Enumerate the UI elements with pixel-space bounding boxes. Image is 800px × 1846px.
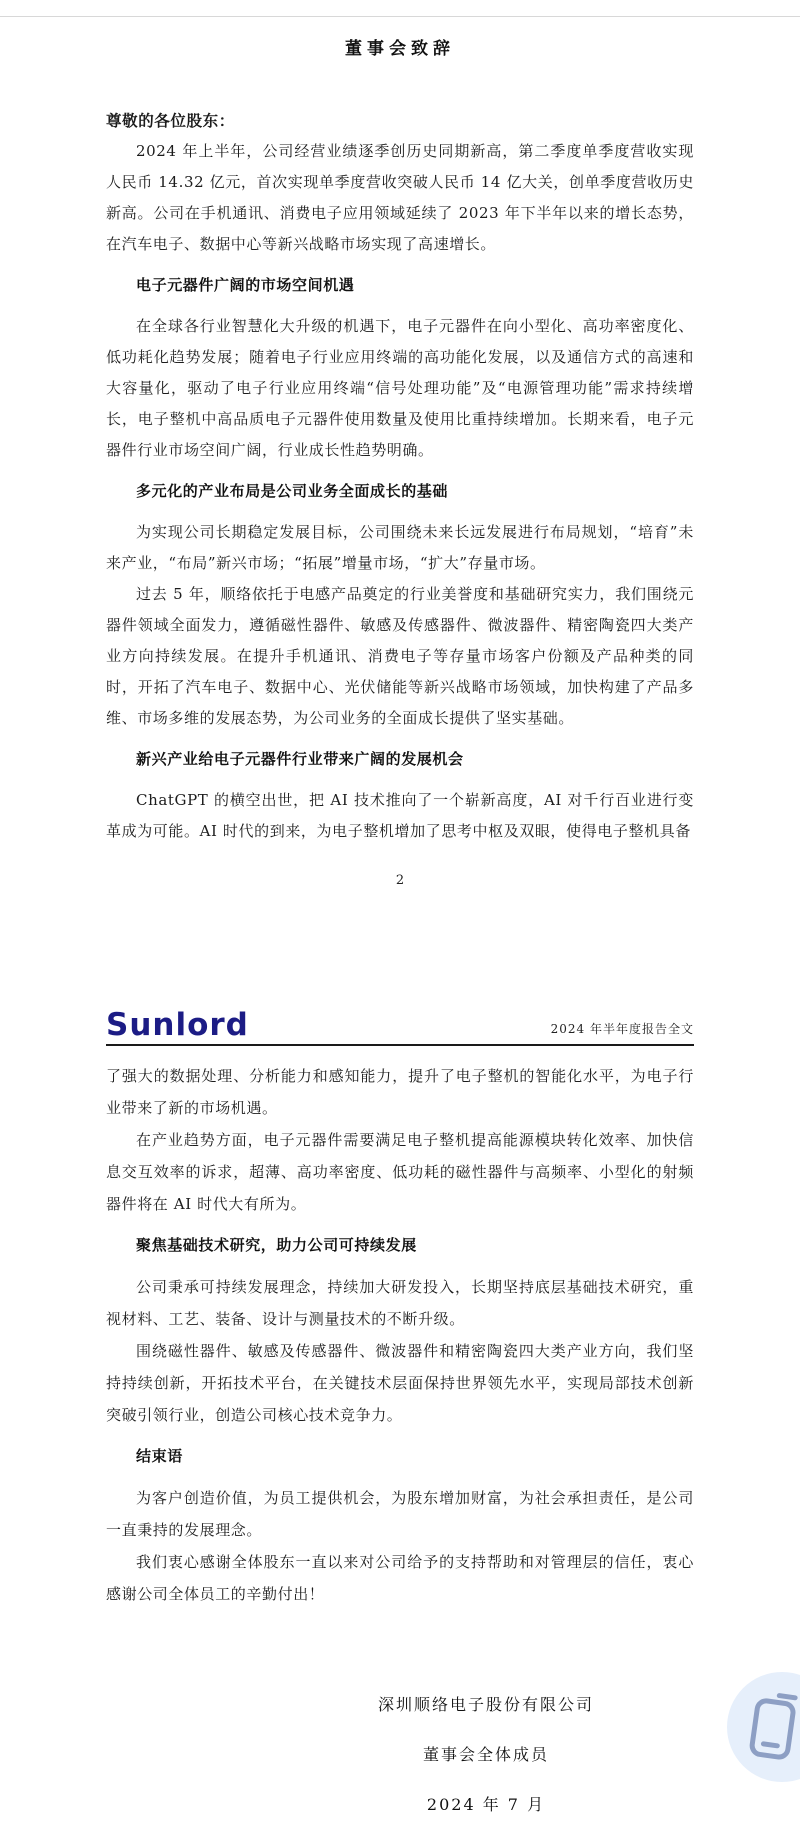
- section-heading-basic-technology: 聚焦基础技术研究，助力公司可持续发展: [136, 1236, 417, 1254]
- sunlord-logo: Sunlord: [106, 1007, 249, 1043]
- salutation: 尊敬的各位股东：: [106, 111, 235, 130]
- section-heading-emerging-industries: 新兴产业给电子元器件行业带来广阔的发展机会: [136, 750, 464, 768]
- paragraph: 为客户创造价值，为员工提供机会，为股东增加财富，为社会承担责任，是公司一直秉持的发展理念。: [106, 1489, 694, 1539]
- page-title: 董事会致辞: [345, 39, 455, 59]
- paragraph: 公司秉承可持续发展理念，持续加大研发投入，长期坚持底层基础技术研究，重视材料、工艺、装备、设计与测量技术的不断升级。: [106, 1278, 694, 1328]
- report-title-label: 2024 年半年度报告全文: [550, 1022, 694, 1036]
- report-page-header: [106, 1008, 694, 1046]
- signature-block: [378, 1680, 594, 1830]
- mobile-phone-icon: [727, 1688, 800, 1767]
- mobile-view-button[interactable]: [727, 1672, 800, 1782]
- paragraph: 了强大的数据处理、分析能力和感知能力，提升了电子整机的智能化水平，为电子行业带来了新的市场机遇。: [106, 1067, 694, 1117]
- section-heading-diversified-layout: 多元化的产业布局是公司业务全面成长的基础: [136, 482, 449, 500]
- paragraph: 过去 5 年，顺络依托于电感产品奠定的行业美誉度和基础研究实力，我们围绕元器件领域全面发力，遵循磁性器件、敏感及传感器件、微波器件、精密陶瓷四大类产业方向持续发展。在提升手机通讯、消费电子等存量市场客户份额及产品种类的同时，开拓了汽车电子、数据中心、光伏储能等新兴战略市场领域，加快构建了产品多维、市场多维的发展态势，为公司业务的全面成长提供了坚实基础。: [106, 585, 694, 727]
- paragraph: 在全球各行业智慧化大升级的机遇下，电子元器件在向小型化、高功率密度化、低功耗化趋势发展；随着电子行业应用终端的高功能化发展，以及通信方式的高速和大容量化，驱动了电子行业应用终端“信号处理功能”及“电源管理功能”需求持续增长，电子整机中高品质电子元器件使用数量及使用比重持续增加。长期来看，电子元器件行业市场空间广阔，行业成长性趋势明确。: [106, 317, 694, 459]
- report-page-1: [0, 34, 800, 888]
- section-heading-closing: 结束语: [136, 1447, 183, 1465]
- paragraph: 2024 年上半年，公司经营业绩逐季创历史同期新高，第二季度单季度营收实现人民币 14.32 亿元，首次实现单季度营收突破人民币 14 亿大关，创单季度营收历史新高。公司在手机通讯、消费电子应用领域延续了 2023 年下半年以来的增长态势，在汽车电子、数据中心等新兴战略市场实现了高速增长。: [106, 142, 694, 253]
- report-page-2: [0, 1046, 800, 1830]
- paragraph: 我们衷心感谢全体股东一直以来对公司给予的支持帮助和对管理层的信任，衷心感谢公司全体员工的辛勤付出！: [106, 1553, 694, 1603]
- paragraph: 为实现公司长期稳定发展目标，公司围绕未来长远发展进行布局规划，“培育”未来产业，“布局”新兴市场；“拓展”增量市场，“扩大”存量市场。: [106, 523, 694, 572]
- signature-signer: 董事会全体成员: [422, 1745, 549, 1764]
- section-heading-market-opportunity: 电子元器件广阔的市场空间机遇: [136, 276, 355, 294]
- page-number: 2: [395, 873, 405, 888]
- top-divider: [0, 16, 800, 17]
- signature-company: 深圳顺络电子股份有限公司: [377, 1695, 594, 1714]
- paragraph: ChatGPT 的横空出世，把 AI 技术推向了一个崭新高度，AI 对千行百业进行变革成为可能。AI 时代的到来，为电子整机增加了思考中枢及双眼，使得电子整机具备: [106, 791, 694, 840]
- signature-date: 2024 年 7 月: [426, 1795, 546, 1814]
- paragraph: 围绕磁性器件、敏感及传感器件、微波器件和精密陶瓷四大类产业方向，我们坚持持续创新，开拓技术平台，在关键技术层面保持世界领先水平，实现局部技术创新突破引领行业，创造公司核心技术竞争力。: [106, 1342, 694, 1424]
- paragraph: 在产业趋势方面，电子元器件需要满足电子整机提高能源模块转化效率、加快信息交互效率的诉求，超薄、高功率密度、低功耗的磁性器件与高频率、小型化的射频器件将在 AI 时代大有所为。: [106, 1131, 694, 1213]
